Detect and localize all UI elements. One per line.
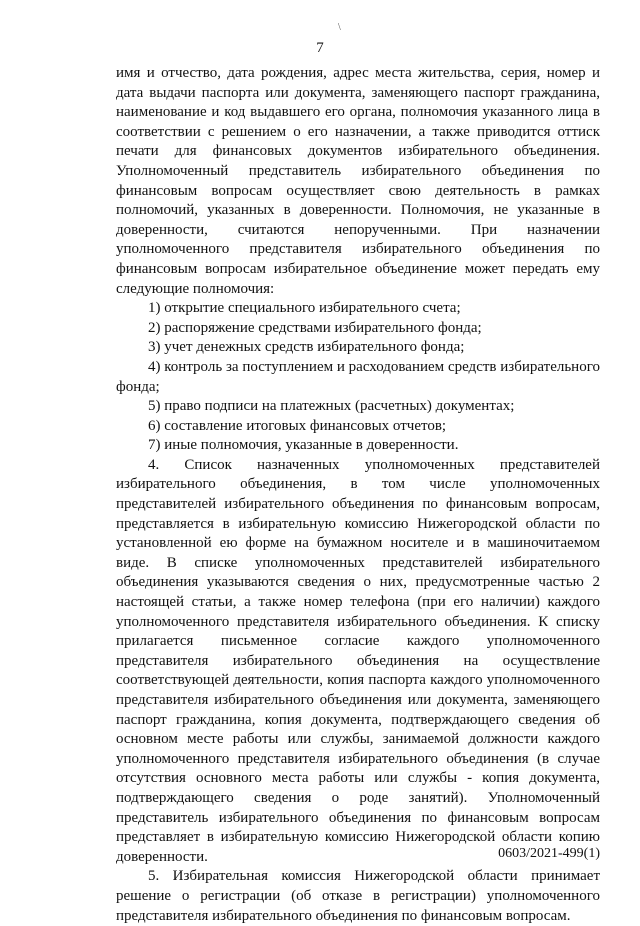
power-item-1: 1) открытие специального избирательного счета; [148,300,461,317]
powers-list [116,299,600,456]
item-5-paragraph: 5. Избирательная комиссия Нижегородской области принимает решение о регистрации (об отказе в регистрации) уполномоченного представителя избирательного объединения по финансовым вопросам. [116,868,600,924]
power-item-3: 3) учет денежных средств избирательного фонда; [148,339,465,356]
power-item-6: 6) составление итоговых финансовых отчетов; [148,417,447,434]
page-number: 7 [316,40,324,56]
item-4-paragraph: 4. Список назначенных уполномоченных представителей избирательного объединения, в том числе уполномоченных представителей избирательного объединения по финансовым вопросам, представляется в избирательную комиссию Нижегородской области по установленной ею форме на бумажном носителе и в машиночитаемом виде. В списке уполномоченных представителей избирательного объединения указываются сведения о них, предусмотренные частью 2 настоящей статьи, а также номер телефона (при его наличии) каждого уполномоченного представителя избирательного объединения. К списку прилагается письменное согласие каждого уполномоченного представителя избирательного объединения на осуществление соответствующей деятельности, копия паспорта каждого уполномоченного представителя избирательного объединения или документа, заменяющего паспорт гражданина, копия документа, подтверждающего сведения об основном месте работы или службы, занимаемой должности каждого уполномоченного представителя избирательного объединения (в случае отсутствия основного места работы или службы - копия документа, подтверждающего сведения о роде занятий). Уполномоченный представитель избирательного объединения по финансовым вопросам представляет в избирательную комиссию Нижегородской области копию доверенности. [116,456,600,865]
power-item-4: 4) контроль за поступлением и расходованием средств избирательного фонда; [116,358,600,395]
power-item-5: 5) право подписи на платежных (расчетных) документах; [148,398,515,415]
document-code: 0603/2021-499(1) [498,846,600,861]
document-body [116,64,600,926]
scan-mark: \ [338,22,341,33]
power-item-7: 7) иные полномочия, указанные в доверенности. [148,437,459,454]
intro-paragraph: имя и отчество, дата рождения, адрес места жительства, серия, номер и дата выдачи паспорта или документа, заменяющего паспорт гражданина, наименование и код выдавшего его органа, полномочия указанного лица в соответствии с решением о его назначении, а также приводится оттиск печати для финансовых документов избирательного объединения. Уполномоченный представитель избирательного объединения по финансовым вопросам осуществляет свою деятельность в рамках полномочий, указанных в доверенности. Полномочия, не указанные в доверенности, считаются непорученными. При назначении уполномоченного представителя избирательного объединения по финансовым вопросам избирательное объединение может передать ему следующие полномочия: [116,65,600,297]
power-item-2: 2) распоряжение средствами избирательного фонда; [148,319,482,336]
